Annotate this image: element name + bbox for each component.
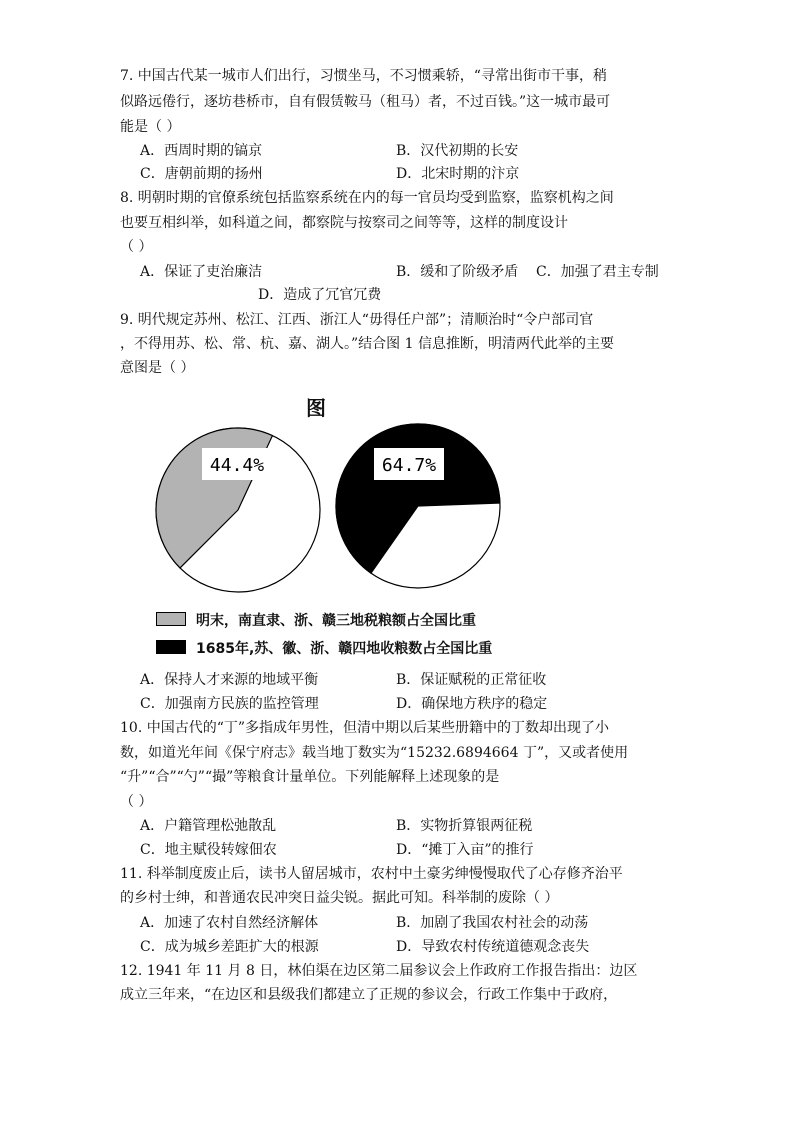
- q8-option-b[interactable]: B．缓和了阶级矛盾: [396, 264, 519, 280]
- q10-line-4: （ ）: [120, 794, 153, 810]
- q11-option-b[interactable]: B．加剧了我国农村社会的动荡: [396, 915, 589, 931]
- q7-option-d[interactable]: D．北宋时期的汴京: [396, 166, 520, 182]
- q8-option-c[interactable]: C．加强了君主专制: [536, 264, 659, 280]
- pie-left-label: 44.4%: [209, 455, 265, 476]
- q11-option-d[interactable]: D．导致农村传统道德观念丧失: [396, 939, 590, 955]
- q12-line-2: 成立三年来，“在边区和县级我们都建立了正规的参议会，行政工作集中于政府，: [120, 987, 618, 1003]
- legend-item-gray: [156, 612, 476, 630]
- legend-swatch-black: [156, 640, 186, 654]
- q10-option-a[interactable]: A．户籍管理松弛散乱: [140, 818, 277, 834]
- q11-option-c[interactable]: C．成为城乡差距扩大的根源: [140, 939, 319, 955]
- q7-option-b[interactable]: B．汉代初期的长安: [396, 143, 519, 159]
- q11-line-1: 11. 科举制度废止后，读书人留居城市，农村中土豪劣绅慢慢取代了心存修齐治平: [120, 866, 623, 882]
- q10-option-d[interactable]: D．“摊丁入亩”的推行: [396, 842, 534, 858]
- q10-line-2: 数，如道光年间《保宁府志》载当地丁数实为“15232.6894664 丁”，又或者使用: [120, 745, 629, 761]
- q7-option-a[interactable]: A．西周时期的镐京: [140, 143, 263, 159]
- legend-label-black: 1685年,苏、徽、浙、赣四地收粮数占全国比重: [196, 641, 493, 657]
- q9-line-3: 意图是（ ）: [120, 360, 195, 376]
- legend-label-gray: 明末，南直隶、浙、赣三地税粮额占全国比重: [196, 613, 476, 629]
- q7-line-1: 7. 中国古代某一城市人们出行，习惯坐马，不习惯乘轿，“寻常出街市干事，稍: [120, 68, 607, 84]
- q8-line-1: 8. 明朝时期的官僚系统包括监察系统在内的每一官员均受到监察，监察机构之间: [120, 190, 614, 206]
- q7-option-c[interactable]: C．唐朝前期的扬州: [140, 166, 263, 182]
- legend-swatch-gray: [156, 612, 186, 626]
- q9-option-c[interactable]: C．加强南方民族的监控管理: [140, 696, 319, 712]
- q11-option-a[interactable]: A．加速了农村自然经济解体: [140, 915, 319, 931]
- q8-option-a[interactable]: A．保证了吏治廉洁: [140, 264, 263, 280]
- q8-line-2: 也要互相纠举，如科道之间，都察院与按察司之间等等，这样的制度设计: [120, 215, 568, 231]
- chart-title: 图: [306, 396, 326, 420]
- q9-option-a[interactable]: A．保持人才来源的地域平衡: [140, 672, 319, 688]
- q9-option-b[interactable]: B．保证赋税的正常征收: [396, 672, 547, 688]
- q10-option-c[interactable]: C．地主赋役转嫁佃农: [140, 842, 277, 858]
- q10-line-3: “升”“合”“勺”“撮”等粮食计量单位。下列能解释上述现象的是: [120, 769, 500, 785]
- q7-line-3: 能是（ ）: [120, 119, 181, 135]
- pie-right-label: 64.7%: [381, 455, 437, 476]
- q9-line-2: ，不得用苏、松、常、杭、嘉、湖人。”结合图 1 信息推断，明清两代此举的主要: [120, 336, 614, 352]
- q9-line-1: 9. 明代规定苏州、松江、江西、浙江人“毋得任户部”；清顺治时“令户部司官: [120, 312, 594, 328]
- q7-line-2: 似路远倦行，逐坊巷桥市，自有假赁鞍马（租马）者，不过百钱。”这一城市最可: [120, 94, 611, 110]
- legend-item-black: [156, 640, 492, 658]
- q8-line-3: （ ）: [120, 239, 153, 255]
- q12-line-1: 12. 1941 年 11 月 8 日，林伯渠在边区第二届参议会上作政府工作报告指出：边区: [120, 963, 638, 979]
- q11-line-2: 的乡村士绅，和普通农民冲突日益尖锐。据此可知。科举制的废除（ ）: [120, 890, 559, 906]
- q10-option-b[interactable]: B．实物折算银两征税: [396, 818, 533, 834]
- q8-option-d[interactable]: D．造成了冗官冗费: [258, 287, 382, 303]
- q9-option-d[interactable]: D．确保地方秩序的稳定: [396, 696, 548, 712]
- q10-line-1: 10. 中国古代的“丁”多指成年男性，但清中期以后某些册籍中的丁数却出现了小: [120, 720, 610, 736]
